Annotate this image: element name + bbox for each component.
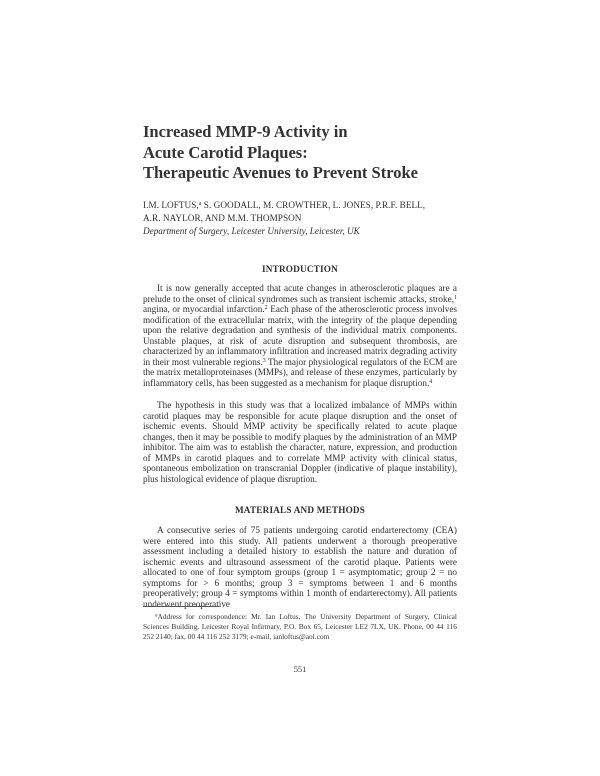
intro-p1-text-b: angina, or myocardial infarction. xyxy=(143,304,265,315)
intro-p1-text-c: Each phase of the atherosclerotic process involves modification of the extracellular matrix, with the integrity of the plaque depending upon the relative degradation and synthesis of the individual matrix components. Unstable plaques, at risk of acute disruption and subsequent thrombosis, are characterized by an inflammatory infiltration and increased matrix degrading activity in their most vulnerable regions. xyxy=(143,304,457,367)
article-title xyxy=(143,122,503,184)
affiliation: Department of Surgery, Leicester University, Leicester, UK xyxy=(143,226,360,236)
reference-2: 2 xyxy=(264,305,268,312)
author-footnote-marker: a xyxy=(198,201,202,207)
author-line-1-rest: S. GOODALL, M. CROWTHER, L. JONES, P.R.F. BELL, xyxy=(201,200,426,210)
methods-heading: MATERIALS AND METHODS xyxy=(234,505,366,515)
reference-1: 1 xyxy=(454,294,457,301)
correspondence-footnote xyxy=(143,612,457,642)
intro-p1-text-a: It is now generally accepted that acute changes in atherosclerotic plaques are a prelude to the onset of clinical syndromes such as transient ischemic attacks, stroke, xyxy=(143,283,457,304)
introduction-paragraph-2: The hypothesis in this study was that a localized imbalance of MMPs within carotid plaques may be responsible for acute plaque disruption and the onset of ischemic events. Should MMP activity be specifically related to acute plaque changes, then it may be possible to modify plaques by the administration of an MMP inhibitor. The aim was to establish the character, nature, expression, and production of MMPs in carotid plaques and to correlate MMP activity with clinical status, spontaneous embolization on transcranial Doppler (indicative of plaque instability), plus histological evidence of plaque disruption. xyxy=(143,400,457,484)
author-first: I.M. LOFTUS, xyxy=(143,200,199,210)
reference-4: 4 xyxy=(429,378,433,385)
intro-p1-text-d: The major physiological regulators of the ECM are the matrix metalloproteinases (MMPs), and release of these enzymes, particularly by inflammatory cells, has been suggested as a mechanism for plaque disruption. xyxy=(143,356,457,388)
title-line-3: Therapeutic Avenues to Prevent Stroke xyxy=(143,163,418,182)
reference-3: 3 xyxy=(262,357,266,364)
title-line-1: Increased MMP-9 Activity in xyxy=(143,122,348,141)
footnote-text: Address for correspondence: Mr. Ian Loftus, The University Department of Surgery, Clinical Sciences Building, Leicester Royal Infirmary, P.O. Box 65, Leicester LE2 7LX, UK. Phone, 00 44 116 252 2140; fax, 00 44 116 252 3179; e-mail, ianloftus@aol.com xyxy=(143,612,457,641)
author-list xyxy=(143,199,473,225)
methods-paragraph-1: A consecutive series of 75 patients undergoing carotid endarterectomy (CEA) were entered into this study. All patients underwent a thorough preoperative assessment including a detailed history to establish the nature and duration of ischemic events and ultrasound assessment of the carotid plaque. Patients were allocated to one of four symptom groups (group 1 = asymptomatic; group 2 = no symptoms for > 6 months; group 3 = symptoms between 1 and 6 months preoperatively; group 4 = symptoms within 1 month of endarterectomy). All patients underwent preoperative xyxy=(143,525,457,609)
footnote-marker: a xyxy=(155,613,158,619)
page-number: 551 xyxy=(293,665,307,674)
title-line-2: Acute Carotid Plaques: xyxy=(143,142,308,162)
author-line-2: A.R. NAYLOR, AND M.M. THOMPSON xyxy=(143,213,302,223)
introduction-paragraph-1 xyxy=(143,283,457,388)
footnote-divider xyxy=(143,606,219,607)
introduction-heading: INTRODUCTION xyxy=(262,264,338,274)
